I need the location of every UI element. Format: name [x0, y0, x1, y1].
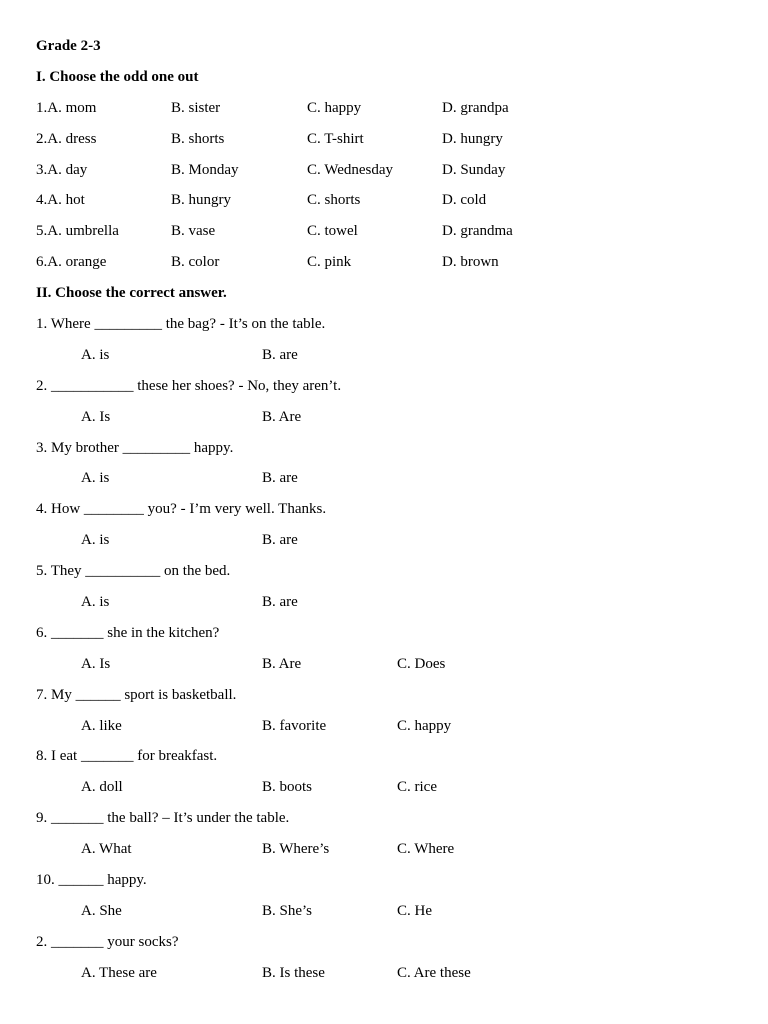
option-d: D. brown — [442, 254, 499, 271]
answer-option-a: A. is — [81, 470, 110, 487]
option-b: B. Monday — [171, 161, 239, 178]
question-text: 8. I eat _______ for breakfast. — [36, 748, 218, 765]
worksheet — [36, 31, 736, 989]
question-text: 10. ______ happy. — [36, 872, 147, 889]
question-text: 6. _______ she in the kitchen? — [36, 624, 220, 641]
option-b: B. vase — [171, 223, 216, 240]
option-a: 6.A. orange — [36, 254, 107, 271]
answer-option-a: A. is — [81, 346, 110, 363]
question-text: 7. My ______ sport is basketball. — [36, 686, 237, 703]
answer-option-a: A. is — [81, 532, 110, 549]
answer-option-b: B. are — [262, 470, 298, 487]
option-c: C. T-shirt — [307, 130, 364, 147]
answer-options — [36, 402, 736, 433]
answer-option-b: B. boots — [262, 779, 313, 796]
option-b: B. sister — [171, 99, 221, 116]
answer-options — [36, 711, 736, 742]
answer-option-b: B. are — [262, 594, 298, 611]
answer-option-a: A. like — [81, 717, 122, 734]
answer-option-b: B. Are — [262, 408, 302, 425]
option-b: B. color — [171, 254, 220, 271]
odd-one-out-row — [36, 93, 736, 124]
question-text: 5. They __________ on the bed. — [36, 563, 231, 580]
section-2-heading: II. Choose the correct answer. — [36, 285, 227, 302]
answer-option-c: C. rice — [397, 779, 437, 796]
question-text: 3. My brother _________ happy. — [36, 439, 234, 456]
answer-option-b: B. are — [262, 346, 298, 363]
worksheet-title: Grade 2-3 — [36, 38, 101, 54]
option-a: 1.A. mom — [36, 99, 97, 116]
answer-option-c: C. Are these — [397, 964, 471, 981]
option-c: C. towel — [307, 223, 358, 240]
odd-one-out-row — [36, 216, 736, 247]
question-text: 2. ___________ these her shoes? - No, they aren’t. — [36, 377, 342, 394]
answer-option-c: C. He — [397, 902, 432, 919]
answer-options — [36, 772, 736, 803]
answer-options — [36, 896, 736, 927]
option-c: C. shorts — [307, 192, 361, 209]
answer-option-c: C. Where — [397, 841, 455, 858]
answer-option-a: A. These are — [81, 964, 157, 981]
question-text: 2. _______ your socks? — [36, 933, 179, 950]
answer-option-b: B. are — [262, 532, 298, 549]
answer-options — [36, 340, 736, 371]
answer-option-a: A. Is — [81, 408, 111, 425]
question-text: 4. How ________ you? - I’m very well. Thanks. — [36, 501, 327, 518]
answer-options — [36, 834, 736, 865]
option-d: D. grandma — [442, 223, 513, 240]
option-a: 2.A. dress — [36, 130, 97, 147]
option-a: 4.A. hot — [36, 192, 85, 209]
option-d: D. Sunday — [442, 161, 506, 178]
option-b: B. hungry — [171, 192, 231, 209]
odd-one-out-row — [36, 247, 736, 278]
answer-option-b: B. She’s — [262, 902, 313, 919]
option-d: D. hungry — [442, 130, 503, 147]
option-a: 3.A. day — [36, 161, 88, 178]
answer-option-b: B. Is these — [262, 964, 325, 981]
answer-option-a: A. doll — [81, 779, 123, 796]
answer-option-b: B. favorite — [262, 717, 327, 734]
option-a: 5.A. umbrella — [36, 223, 119, 240]
option-b: B. shorts — [171, 130, 225, 147]
option-d: D. grandpa — [442, 99, 509, 116]
option-c: C. pink — [307, 254, 352, 271]
option-c: C. Wednesday — [307, 161, 394, 178]
option-d: D. cold — [442, 192, 487, 209]
answer-options — [36, 649, 736, 680]
odd-one-out-row — [36, 185, 736, 216]
answer-option-a: A. Is — [81, 655, 111, 672]
section-1-heading: I. Choose the odd one out — [36, 68, 199, 85]
question-text: 1. Where _________ the bag? - It’s on the table. — [36, 316, 326, 333]
answer-option-a: A. What — [81, 841, 132, 858]
question-text: 9. _______ the ball? – It’s under the table. — [36, 810, 290, 827]
answer-option-a: A. She — [81, 902, 122, 919]
answer-options — [36, 525, 736, 556]
answer-option-b: B. Are — [262, 655, 302, 672]
answer-option-a: A. is — [81, 594, 110, 611]
answer-option-c: C. happy — [397, 717, 452, 734]
answer-options — [36, 587, 736, 618]
option-c: C. happy — [307, 99, 362, 116]
answer-option-c: C. Does — [397, 655, 446, 672]
answer-option-b: B. Where’s — [262, 841, 330, 858]
answer-options — [36, 463, 736, 494]
odd-one-out-row — [36, 124, 736, 155]
answer-options — [36, 958, 736, 989]
odd-one-out-row — [36, 155, 736, 186]
